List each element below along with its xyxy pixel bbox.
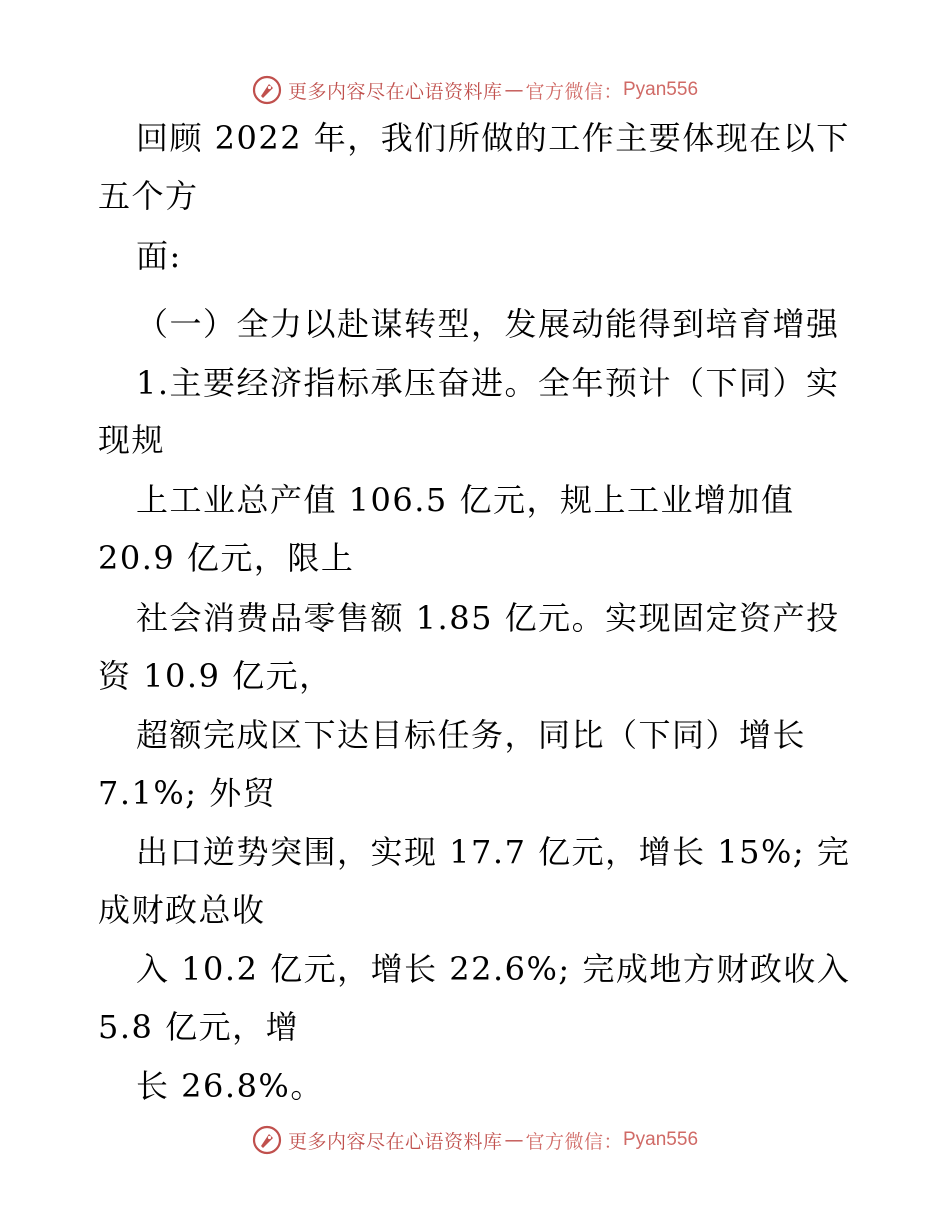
section-heading: （一）全力以赴谋转型，发展动能得到培育增强: [136, 305, 840, 343]
watermark-dash: —: [504, 1129, 524, 1151]
watermark-wechat-label: 官方微信：: [525, 1130, 623, 1153]
body-line: 回顾 2022 年，我们所做的工作主要体现在以下: [136, 119, 850, 157]
watermark-main-text: 更多内容尽在心语资料库: [287, 80, 503, 103]
body-line: 1.主要经济指标承压奋进。全年预计（下同）实: [136, 364, 840, 402]
body-line: 面:: [136, 237, 182, 275]
body-line: 五个方: [98, 177, 199, 215]
footer-watermark: [0, 1120, 950, 1160]
body-line: 社会消费品零售额 1.85 亿元。实现固定资产投: [136, 599, 840, 637]
pen-nib-logo-icon: [252, 1125, 282, 1155]
watermark-main-text: 更多内容尽在心语资料库: [287, 1130, 503, 1153]
body-line: 7.1%; 外贸: [98, 774, 277, 812]
body-line: 资 10.9 亿元，: [98, 657, 333, 695]
header-watermark: [0, 70, 950, 110]
body-line: 入 10.2 亿元，增长 22.6%; 完成地方财政收入: [136, 950, 851, 988]
body-line: 现规: [98, 421, 166, 459]
watermark-dash: —: [504, 79, 524, 101]
body-line: 成财政总收: [98, 891, 266, 929]
body-line: 出口逆势突围，实现 17.7 亿元，增长 15%; 完: [136, 833, 851, 871]
body-line: 5.8 亿元，增: [98, 1008, 300, 1046]
body-line: 长 26.8%。: [136, 1067, 324, 1105]
body-line: 超额完成区下达目标任务，同比（下同）增长: [136, 716, 807, 754]
watermark-wechat-label: 官方微信：: [525, 80, 623, 103]
body-line: 上工业总产值 106.5 亿元，规上工业增加值: [136, 481, 795, 519]
body-line: 20.9 亿元，限上: [98, 539, 355, 577]
watermark-wechat-id: Pyan556: [623, 79, 699, 100]
watermark-wechat-id: Pyan556: [623, 1129, 699, 1150]
pen-nib-logo-icon: [252, 75, 282, 105]
